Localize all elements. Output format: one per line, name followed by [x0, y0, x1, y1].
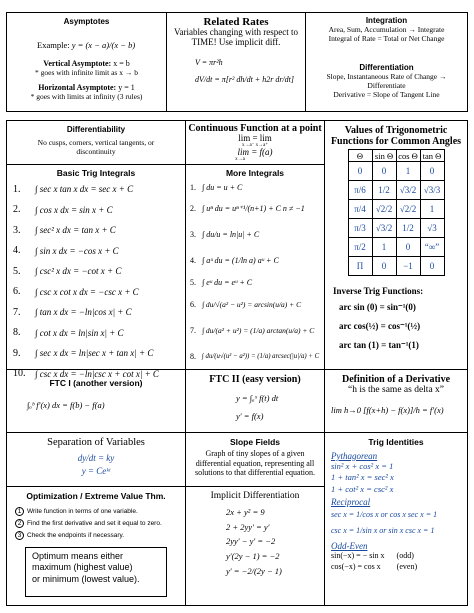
basic-trig-integrals-list — [13, 179, 183, 384]
identity-item: sec x = 1/cos x or cos x sec x = 1 — [331, 510, 438, 520]
list-item: 6. ∫ du/√(a² − u²) = arcsin(u/a) + C — [190, 299, 302, 309]
differentiation-line2: Differentiate — [367, 81, 406, 90]
ftc1-box — [6, 369, 186, 433]
list-item: 4. ∫ sin x dx = −cos x + C — [13, 245, 119, 257]
odd-even-title: Odd-Even — [331, 541, 368, 552]
differentiation-line3: Derivative = Slope of Tangent Line — [333, 90, 440, 99]
slope-fields-box — [185, 432, 325, 487]
table-row: π/2 1 0 “∞” — [348, 238, 444, 257]
ftc2-eq1: y = ∫ₐˣ f(t) dt — [236, 393, 279, 403]
pythagorean-title: Pythagorean — [331, 451, 378, 461]
list-item: 9. ∫ sec x dx = ln|sec x + tan x| + C — [13, 347, 154, 359]
horizontal-asymptote-title: Horizontal Asymptote: — [38, 82, 117, 92]
identity-item: 1 + cot² x = csc² x — [331, 483, 394, 494]
integration-box — [305, 12, 468, 112]
integration-title: Integration — [365, 16, 408, 25]
inverse-trig-title: Inverse Trig Functions: — [333, 286, 424, 296]
slope-fields-title: Slope Fields — [229, 437, 281, 447]
inverse-trig-item: arc sin (0) = sin⁻¹(0) — [339, 302, 416, 312]
table-row: π/4 √2/2 √2/2 1 — [348, 200, 444, 219]
implicit-eq: 2 + 2yy′ = y′ — [226, 521, 270, 532]
inverse-trig-item: arc cos(½) = cos⁻¹(½) — [339, 321, 421, 331]
vertical-asymptote-note: * goes with infinite limit as x → b — [35, 67, 138, 77]
separation-title: Separation of Variables — [47, 437, 145, 448]
implicit-eq: 2yy′ − y′ = −2 — [226, 536, 276, 547]
related-rates-eq2: dV/dt = π[r² dh/dt + h2r dr/dt] — [195, 74, 294, 84]
integration-line1: Area, Sum, Accumulation → Integrate — [328, 25, 445, 34]
list-item: 3. ∫ du/u = ln|u| + C — [190, 229, 260, 239]
list-item: 8. ∫ du/(u√(u² − a²)) = (1/a) arcsec(|u|/a) + C — [190, 351, 320, 361]
inverse-trig-item: arc tan (1) = tan⁻¹(1) — [339, 340, 419, 350]
asymptotes-box — [6, 12, 167, 112]
table-header: sin Θ — [372, 150, 396, 162]
differentiability-line2: discontinuity — [76, 147, 116, 156]
step-number-icon: 3 — [15, 531, 24, 540]
list-item: 3. ∫ sec² x dx = tan x + C — [13, 224, 116, 236]
optimization-title: Optimization / Extreme Value Thm. — [26, 491, 166, 501]
more-integrals-title: More Integrals — [225, 168, 285, 178]
continuous-eq1: lim = lim — [238, 133, 272, 143]
optimization-box — [6, 486, 186, 606]
implicit-differentiation-title: Implicit Differentiation — [210, 491, 300, 501]
step-number-icon: 2 — [15, 519, 24, 528]
trig-identities-title: Trig Identities — [368, 437, 424, 447]
table-row: Π 0 −1 0 — [348, 257, 444, 276]
ftc2-eq2: y′ = f(x) — [236, 411, 264, 421]
list-item: 10. ∫ csc x dx = −ln|csc x + cot x| + C — [13, 368, 159, 380]
vertical-asymptote-title: Vertical Asymptote: — [43, 58, 112, 68]
ftc2-title: FTC II (easy version) — [209, 374, 301, 385]
table-header: Θ — [348, 150, 372, 162]
differentiability-line1: No cusps, corners, vertical tangents, or — [37, 138, 155, 147]
integration-line2: Integral of Rate = Total or Net Change — [328, 34, 445, 43]
slope-fields-line3: solutions to that differential equation. — [194, 468, 316, 478]
trig-values-box — [324, 120, 468, 370]
basic-trig-integrals-box — [6, 164, 186, 380]
implicit-differentiation-box — [185, 486, 325, 606]
identity-item: 1 + tan² x = sec² x — [331, 472, 394, 483]
table-row: 0 0 1 0 — [348, 162, 444, 181]
differentiation-title: Differentiation — [359, 63, 414, 72]
derivative-definition-title: Definition of a Derivative — [341, 374, 451, 385]
list-item: 2. ∫ uⁿ du = uⁿ⁺¹/(n+1) + C n ≠ −1 — [190, 203, 305, 213]
continuous-eq2: lim = f(a) — [237, 147, 273, 157]
separation-box — [6, 432, 186, 487]
separation-eq2: y = Ceᵏᵗ — [81, 465, 111, 476]
identity-item: csc x = 1/sin x or sin x csc x = 1 — [331, 526, 435, 536]
trig-values-title-2: Functions for Common Angles — [330, 136, 462, 147]
related-rates-eq1: V = πr²h — [195, 57, 223, 67]
implicit-eq: 2x + y² = 9 — [226, 507, 265, 518]
table-header: cos Θ — [396, 150, 420, 162]
slope-fields-line1: Graph of tiny slopes of a given — [205, 449, 305, 458]
horizontal-asymptote-note: * goes with limits at infinity (3 rules) — [30, 91, 143, 101]
list-item: 4. ∫ aᵘ du = (1/ln a) aᵘ + C — [190, 255, 279, 265]
implicit-eq: y′(2y − 1) = −2 — [226, 550, 280, 561]
list-item: 1 Write function in terms of one variable. — [15, 505, 185, 517]
related-rates-box — [166, 12, 306, 112]
separation-eq1: dy/dt = ky — [77, 452, 115, 463]
more-integrals-list — [190, 179, 324, 369]
ftc1-expr: ∫ₐᵇ f′(x) dx = f(b) − f(a) — [27, 400, 105, 410]
implicit-eq: y′ = −2/(2y − 1) — [226, 566, 282, 577]
continuous-function-box — [185, 120, 325, 165]
list-item: 2. ∫ cos x dx = sin x + C — [13, 204, 113, 216]
trig-identities-box — [324, 432, 468, 606]
list-item: 1. ∫ sec x tan x dx = sec x + C — [13, 183, 134, 195]
related-rates-title: Related Rates — [203, 16, 269, 28]
step-number-icon: 1 — [15, 507, 24, 516]
list-item: 5. ∫ eᵘ du = eᵘ + C — [190, 277, 253, 287]
table-row: π/6 1/2 √3/2 √3/3 — [348, 181, 444, 200]
identity-item: sin² x + cos² x = 1 — [331, 461, 394, 471]
reciprocal-title: Reciprocal — [331, 497, 371, 508]
table-header: tan Θ — [420, 150, 444, 162]
asymptotes-example-expr: y = (x − a)/(x − b) — [71, 40, 136, 50]
optimum-note: Optimum means either maximum (highest value) or minimum (lowest value). — [25, 547, 167, 597]
differentiability-title: Differentiability — [66, 125, 126, 134]
differentiation-line1: Slope, Instantaneous Rate of Change → — [326, 72, 447, 81]
horizontal-asymptote-value: y = 1 — [118, 82, 135, 92]
slope-fields-line2: differential equation, representing all — [195, 458, 315, 468]
list-item: 1. ∫ du = u + C — [190, 182, 243, 192]
continuous-eq1-sub: x→a⁻ x→a⁺ — [242, 143, 268, 148]
table-header-row — [348, 150, 444, 162]
trig-values-table — [348, 149, 445, 276]
more-integrals-box — [185, 164, 325, 370]
derivative-definition-box — [324, 369, 468, 433]
list-item: 7. ∫ du/(a² + u²) = (1/a) arctan(u/a) + C — [190, 325, 315, 335]
continuous-function-title: Continuous Function at a point — [188, 123, 322, 134]
asymptotes-example-label: Example: — [37, 40, 70, 50]
related-rates-line1: Variables changing with respect to — [174, 27, 298, 38]
vertical-asymptote-value: x = b — [113, 58, 130, 68]
derivative-definition-subtitle: “h is the same as delta x” — [347, 385, 445, 395]
list-item: 3 Check the endpoints if necessary. — [15, 529, 185, 541]
identity-item: cos(−x) = cos x (even) — [331, 561, 418, 571]
asymptotes-title: Asymptotes — [63, 17, 110, 26]
list-item: 7. ∫ tan x dx = −ln|cos x| + C — [13, 306, 132, 318]
ftc2-box — [185, 369, 325, 433]
identity-item: sin(−x) = − sin x (odd) — [331, 551, 414, 561]
derivative-definition-expr: lim h→0 [f(x+h) − f(x)]/h = f′(x) — [331, 405, 444, 415]
basic-trig-integrals-title: Basic Trig Integrals — [56, 168, 136, 178]
table-row: π/3 √3/2 1/2 √3 — [348, 219, 444, 238]
trig-values-title-1: Values of Trigonometric — [344, 125, 448, 136]
ftc1-title: FTC I (another version) — [49, 378, 143, 388]
list-item: 6. ∫ csc x cot x dx = −csc x + C — [13, 286, 139, 298]
list-item: 5. ∫ csc² x dx = −cot x + C — [13, 265, 122, 277]
continuous-eq2-sub: x→a — [235, 157, 245, 162]
related-rates-line2: TIME! Use implicit diff. — [191, 36, 281, 47]
list-item: 8. ∫ cot x dx = ln|sin x| + C — [13, 327, 124, 339]
list-item: 2 Find the first derivative and set it equal to zero. — [15, 517, 185, 529]
